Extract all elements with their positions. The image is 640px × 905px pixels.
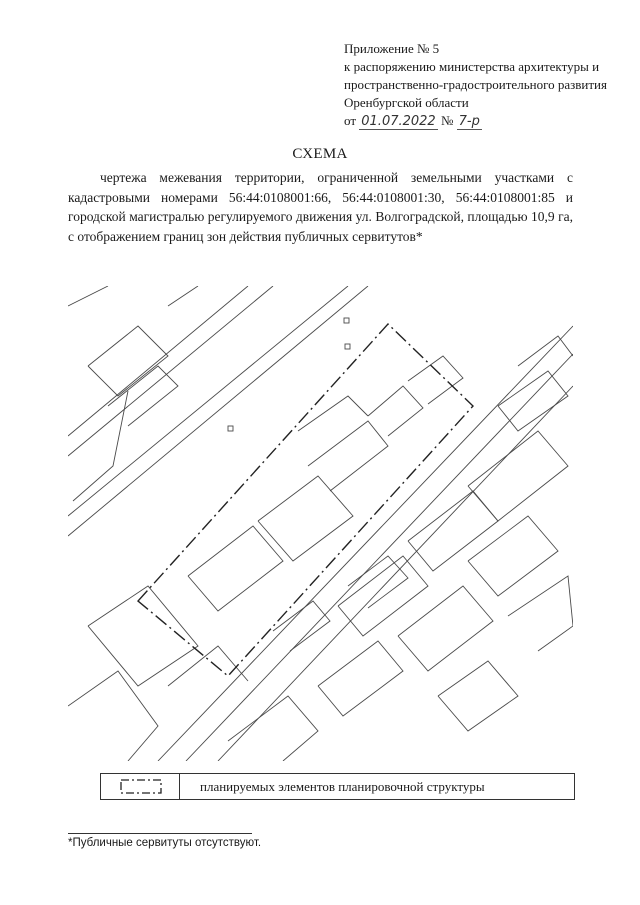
legend-row	[100, 773, 575, 800]
date-prefix: от	[344, 113, 357, 128]
building-outline	[468, 516, 558, 596]
parcel-outline	[228, 696, 318, 761]
survey-marker	[345, 344, 350, 349]
scheme-description: чертежа межевания территории, ограниченной земельными участками с кадастровыми номерами 56:44:0108001:66, 56:44:0108001:30, 56:44:0108001:85 и городской магистралью регулируемого движения ул. Волгоградской, площадью 10,9 га, с отображением границ зон действия публичных сервитутов*	[68, 170, 573, 244]
building-outline	[338, 556, 428, 636]
building-outline	[188, 526, 283, 611]
attachment-line-3: пространственно-градостроительного развития	[344, 77, 607, 92]
attachment-line-4: Оренбургской области	[344, 95, 469, 110]
road-line	[186, 354, 573, 761]
building-outline	[518, 336, 573, 366]
building-outline	[408, 356, 463, 404]
number-prefix: №	[440, 113, 454, 128]
building-outline	[318, 641, 403, 716]
parcel-outline	[68, 671, 158, 761]
building-outline	[348, 556, 408, 608]
building-outline	[298, 396, 368, 431]
attachment-line-1: Приложение № 5	[344, 41, 440, 56]
planning-boundary	[138, 324, 473, 676]
building-outline	[508, 576, 573, 651]
building-outline	[368, 386, 423, 436]
attachment-block	[344, 40, 634, 131]
building-outline	[408, 491, 498, 571]
road-line	[218, 386, 573, 761]
cadastral-map	[68, 286, 573, 761]
legend-label: планируемых элементов планировочной структуры	[200, 779, 485, 794]
attachment-date-line	[344, 112, 634, 131]
parcel-outline	[73, 391, 128, 501]
parcel-outline	[68, 286, 108, 306]
building-outline	[273, 601, 330, 651]
dash-dot-rectangle-icon	[101, 774, 180, 799]
handwritten-date: 01.07.2022	[361, 114, 436, 129]
document-title: СХЕМА	[292, 146, 348, 162]
street-line	[68, 286, 248, 436]
building-outline	[438, 661, 518, 731]
street-line	[68, 286, 273, 456]
survey-marker	[228, 426, 233, 431]
parcel-outline	[168, 646, 248, 686]
attachment-line-2: к распоряжению министерства архитектуры и	[344, 59, 600, 74]
street-line	[68, 286, 368, 536]
building-outline	[308, 421, 388, 491]
parcel-outline	[88, 586, 198, 686]
building-outline	[398, 586, 493, 671]
handwritten-number: 7-р	[458, 114, 480, 129]
survey-marker	[344, 318, 349, 323]
parcel-outline	[168, 286, 198, 306]
footnote: *Публичные сервитуты отсутствуют.	[68, 837, 262, 849]
footnote-divider	[68, 833, 252, 834]
